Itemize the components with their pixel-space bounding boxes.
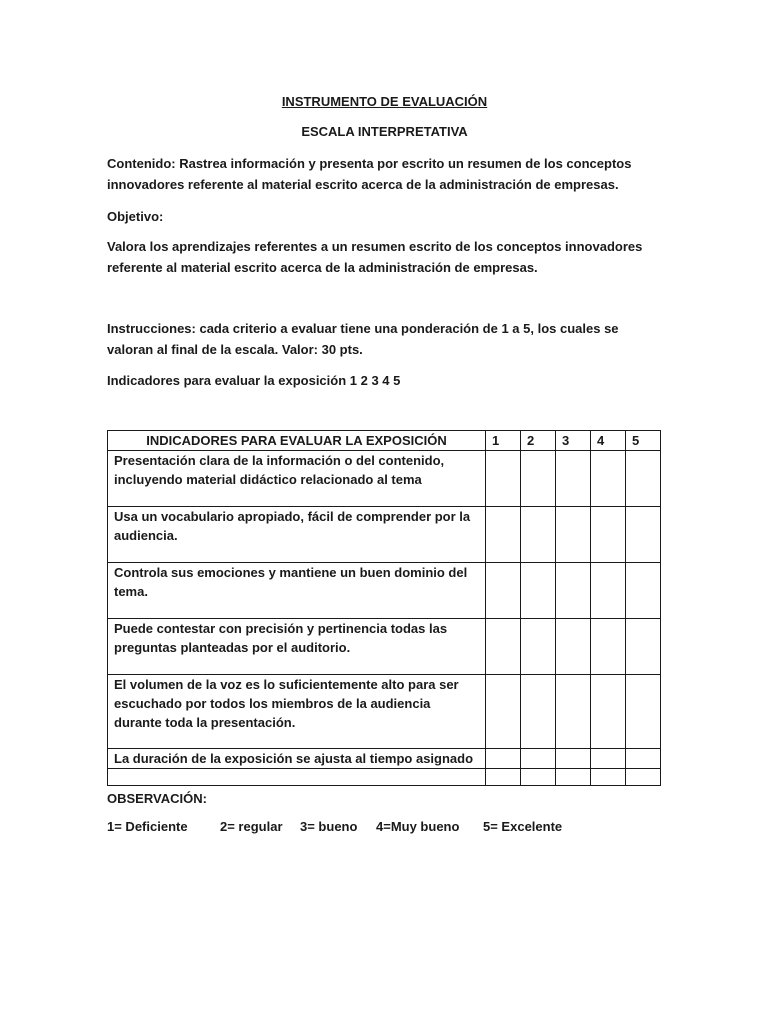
score-cell[interactable] (521, 563, 556, 619)
table-row (108, 507, 661, 563)
objetivo-paragraph: Valora los aprendizajes referentes a un resumen escrito de los conceptos innovadores referente al material escrito acerca de la administración de empresas. (107, 239, 643, 275)
contenido-paragraph: Contenido: Rastrea información y presenta por escrito un resumen de los conceptos innovadores referente al material escrito acerca de la administración de empresas. (107, 156, 632, 192)
score-cell[interactable] (626, 451, 661, 507)
score-cell[interactable] (486, 675, 521, 749)
table-row (108, 451, 661, 507)
score-cell[interactable] (521, 769, 556, 786)
score-cell[interactable] (626, 619, 661, 675)
score-cell[interactable] (486, 769, 521, 786)
indicadores-line: Indicadores para evaluar la exposición 1 2 3 4 5 (107, 373, 401, 388)
score-cell[interactable] (486, 749, 521, 769)
table-row (108, 563, 661, 619)
score-cell[interactable] (591, 749, 626, 769)
score-cell[interactable] (591, 619, 626, 675)
evaluation-table (107, 430, 661, 786)
table-row (108, 619, 661, 675)
score-cell[interactable] (591, 451, 626, 507)
legend-item: 2= regular (220, 819, 283, 834)
score-cell[interactable] (626, 507, 661, 563)
score-cell[interactable] (521, 619, 556, 675)
score-cell[interactable] (591, 675, 626, 749)
score-cell[interactable] (591, 507, 626, 563)
score-header-3: 3 (556, 431, 591, 451)
score-cell[interactable] (591, 563, 626, 619)
score-cell[interactable] (556, 507, 591, 563)
score-cell[interactable] (521, 451, 556, 507)
indicator-cell: La duración de la exposición se ajusta al tiempo asignado (108, 749, 486, 769)
score-cell[interactable] (521, 507, 556, 563)
score-header-5: 5 (626, 431, 661, 451)
indicator-cell: Usa un vocabulario apropiado, fácil de comprender por la audiencia. (108, 507, 486, 563)
score-cell[interactable] (626, 769, 661, 786)
indicator-cell: Controla sus emociones y mantiene un buen dominio del tema. (108, 563, 486, 619)
legend-item: 4=Muy bueno (376, 819, 460, 834)
score-cell[interactable] (556, 619, 591, 675)
instrucciones-paragraph: Instrucciones: cada criterio a evaluar tiene una ponderación de 1 a 5, los cuales se valoran al final de la escala. Valor: 30 pts. (107, 321, 619, 357)
score-cell[interactable] (556, 451, 591, 507)
score-cell[interactable] (556, 675, 591, 749)
indicator-cell: El volumen de la voz es lo suficientemente alto para ser escuchado por todos los miembros de la audiencia durante toda la presentación. (108, 675, 486, 749)
score-cell[interactable] (556, 563, 591, 619)
objetivo-label: Objetivo: (107, 209, 164, 224)
document-title: INSTRUMENTO DE EVALUACIÓN (281, 94, 488, 109)
legend-item: 5= Excelente (483, 819, 563, 834)
score-cell[interactable] (521, 749, 556, 769)
score-cell[interactable] (556, 769, 591, 786)
score-cell[interactable] (556, 749, 591, 769)
observacion-label: OBSERVACIÓN: (107, 791, 207, 806)
score-cell[interactable] (591, 769, 626, 786)
score-cell[interactable] (486, 451, 521, 507)
legend-item: 3= bueno (300, 819, 358, 834)
indicator-cell: Presentación clara de la información o del contenido, incluyendo material didáctico relacionado al tema (108, 451, 486, 507)
table-total-row (108, 769, 661, 786)
total-cell (108, 769, 486, 786)
legend-item: 1= Deficiente (107, 819, 188, 834)
score-cell[interactable] (626, 563, 661, 619)
table-row (108, 675, 661, 749)
table-header-row (108, 431, 661, 451)
score-cell[interactable] (521, 675, 556, 749)
score-header-2: 2 (521, 431, 556, 451)
table-row (108, 749, 661, 769)
score-cell[interactable] (486, 563, 521, 619)
score-cell[interactable] (486, 507, 521, 563)
indicator-cell: Puede contestar con precisión y pertinencia todas las preguntas planteadas por el auditorio. (108, 619, 486, 675)
score-cell[interactable] (486, 619, 521, 675)
score-header-4: 4 (591, 431, 626, 451)
score-cell[interactable] (626, 675, 661, 749)
score-header-1: 1 (486, 431, 521, 451)
score-cell[interactable] (626, 749, 661, 769)
document-subtitle: ESCALA INTERPRETATIVA (301, 124, 468, 139)
table-header-indicadores: INDICADORES PARA EVALUAR LA EXPOSICIÓN (108, 431, 486, 451)
